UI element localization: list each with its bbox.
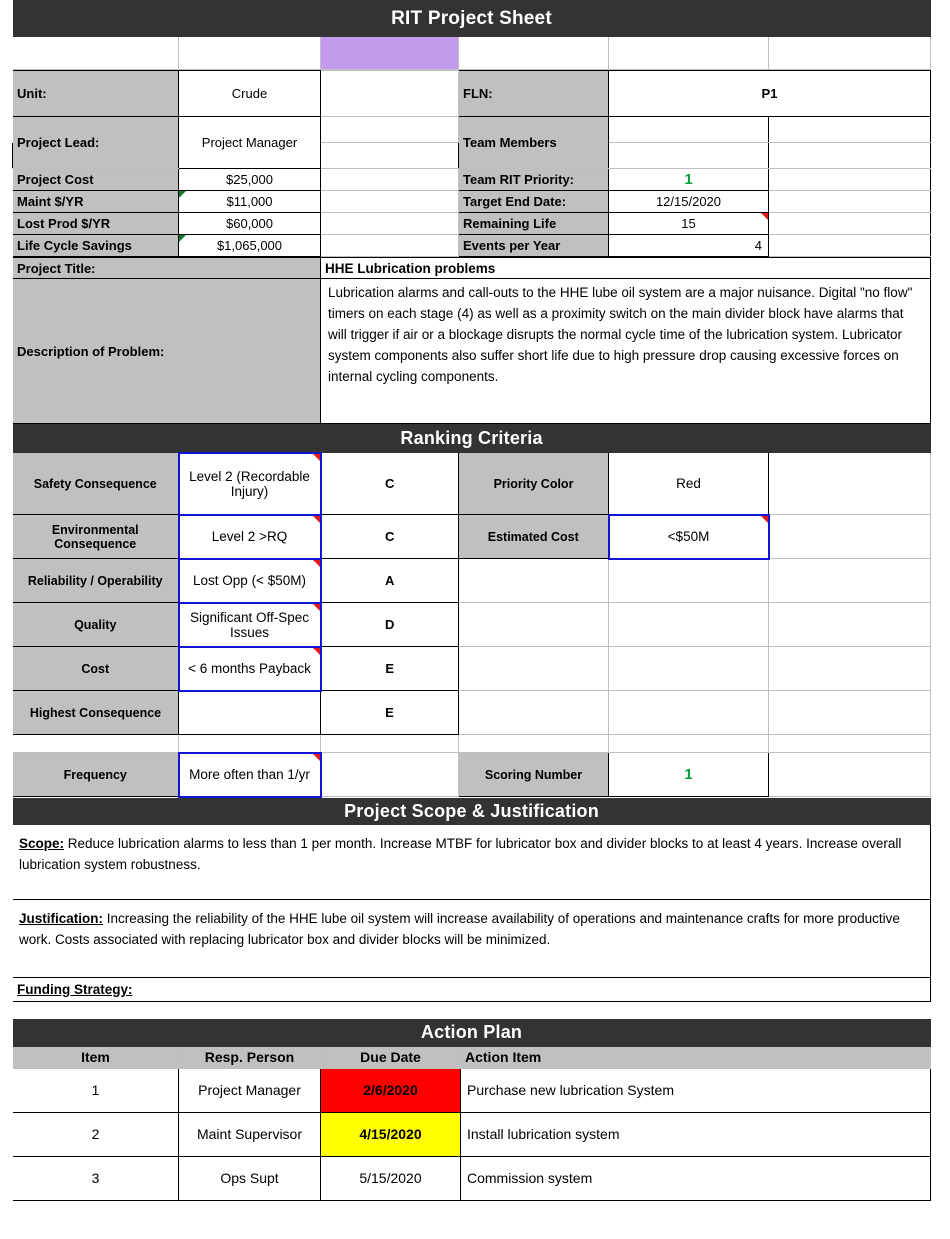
ranking-label-highest-consequence: Highest Consequence — [13, 691, 179, 735]
info-spacer-c4 — [321, 169, 459, 191]
info-blank-f4 — [769, 235, 931, 257]
gutter — [1, 798, 13, 824]
ranking-blank-e5 — [609, 647, 769, 691]
frequency-value[interactable] — [179, 753, 321, 797]
life-cycle-savings-label — [13, 235, 179, 257]
gutter — [1, 71, 13, 117]
info-blank-f1 — [769, 169, 931, 191]
ranking-value-safety-consequence[interactable] — [179, 453, 321, 515]
priority-color-label: Priority Color — [459, 453, 609, 515]
comment-marker-red-icon — [313, 560, 320, 567]
life-cycle-savings-text: Life Cycle Savings — [17, 238, 132, 253]
frequency-value-text: More often than 1/yr — [189, 767, 310, 782]
problem-description-table — [0, 257, 950, 424]
gutter — [931, 798, 950, 824]
description-label: Description of Problem: — [13, 279, 321, 424]
ranking-value-text: Lost Opp (< $50M) — [193, 573, 306, 588]
gutter — [1, 515, 13, 559]
gutter — [1, 235, 13, 257]
maint-value-text: $11,000 — [226, 194, 273, 209]
project-title-value[interactable]: HHE Lubrication problems — [321, 258, 931, 279]
gutter — [931, 117, 950, 143]
fln-label: FLN: — [459, 71, 609, 117]
comment-marker-red-icon — [761, 213, 768, 220]
events-per-year-value[interactable]: 4 — [609, 235, 769, 257]
ranking-blank-f1 — [769, 453, 931, 515]
ranking-grade-highest-consequence[interactable]: E — [321, 691, 459, 735]
gutter — [931, 691, 950, 735]
info-spacer-c7 — [321, 235, 459, 257]
action-plan-header-action-item: Action Item — [461, 1046, 931, 1068]
highlight-cell-purple[interactable] — [321, 37, 459, 70]
info-spacer-c5 — [321, 191, 459, 213]
action-plan-section-title: Action Plan — [13, 1019, 931, 1046]
remaining-life-label: Remaining Life — [459, 213, 609, 235]
ranking-blank-d5 — [459, 647, 609, 691]
lost-prod-label: Lost Prod $/YR — [13, 213, 179, 235]
action-row-due-date[interactable]: 4/15/2020 — [321, 1112, 461, 1156]
ranking-spacer-e — [609, 735, 769, 753]
gutter — [931, 235, 950, 257]
ranking-value-text: < 6 months Payback — [188, 661, 311, 676]
scope-bottom-spacer — [13, 1001, 931, 1018]
justification-label: Justification: — [19, 910, 104, 926]
action-row-item[interactable]: 3 — [13, 1156, 179, 1200]
ranking-spacer-d — [459, 735, 609, 753]
comment-marker-red-icon — [313, 648, 320, 655]
life-cycle-savings-value[interactable] — [179, 235, 321, 257]
ranking-value-text: Level 2 >RQ — [211, 529, 288, 544]
gutter — [1, 1001, 13, 1018]
gutter — [1, 258, 13, 279]
gutter — [1, 735, 13, 753]
gutter — [1, 559, 13, 603]
gutter — [931, 1112, 950, 1156]
ranking-blank-e4 — [609, 603, 769, 647]
table-row[interactable] — [1, 1156, 950, 1200]
action-plan-header-person: Resp. Person — [179, 1046, 321, 1068]
gutter — [931, 735, 950, 753]
unit-label: Unit: — [13, 71, 179, 117]
comment-marker-red-icon — [313, 754, 320, 761]
funding-strategy-label: Funding Strategy: — [17, 981, 133, 997]
table-row[interactable] — [1, 1112, 950, 1156]
project-cost-label: Project Cost — [13, 169, 179, 191]
scoring-number-value[interactable]: 1 — [609, 753, 769, 797]
ranking-value-highest-consequence[interactable] — [179, 691, 321, 735]
scope-section-title: Project Scope & Justification — [13, 798, 931, 824]
gutter — [1, 143, 13, 169]
fln-value[interactable]: P1 — [609, 71, 931, 117]
sheet-header-table — [0, 0, 950, 70]
ranking-blank-c7 — [321, 753, 459, 797]
info-blank-f3 — [769, 213, 931, 235]
project-info-table — [0, 70, 950, 257]
gutter — [931, 37, 950, 70]
ranking-blank-f6 — [769, 691, 931, 735]
project-lead-label: Project Lead: — [13, 117, 179, 169]
gutter — [931, 1019, 950, 1046]
scoring-number-label: Scoring Number — [459, 753, 609, 797]
ranking-grade-quality[interactable]: D — [321, 603, 459, 647]
scope-paragraph[interactable] — [13, 824, 931, 899]
gutter — [931, 1046, 950, 1068]
ranking-blank-f7 — [769, 753, 931, 797]
ranking-label-reliability-operability: Reliability / Operability — [13, 559, 179, 603]
action-row-action-item[interactable]: Purchase new lubrication System — [461, 1068, 931, 1112]
gutter — [1, 169, 13, 191]
ranking-blank-d6 — [459, 691, 609, 735]
gutter — [931, 453, 950, 515]
ranking-blank-e6 — [609, 691, 769, 735]
ranking-value-cost[interactable] — [179, 647, 321, 691]
gutter — [1, 425, 13, 453]
team-rit-priority-label: Team RIT Priority: — [459, 169, 609, 191]
ranking-grade-reliability-operability[interactable]: A — [321, 559, 459, 603]
action-row-action-item[interactable]: Commission system — [461, 1156, 931, 1200]
project-title-label: Project Title: — [13, 258, 321, 279]
spacer-cell-f — [769, 37, 931, 70]
action-row-person[interactable]: Maint Supervisor — [179, 1112, 321, 1156]
remaining-life-text: 15 — [681, 216, 696, 231]
gutter — [1, 899, 13, 977]
team-member-2[interactable] — [609, 143, 769, 169]
team-member-4[interactable] — [769, 143, 931, 169]
maint-value[interactable] — [179, 191, 321, 213]
action-plan-header-due-date: Due Date — [321, 1046, 461, 1068]
gutter — [931, 71, 950, 117]
gutter — [1, 37, 13, 70]
project-lead-value[interactable]: Project Manager — [179, 117, 321, 169]
ranking-value-quality[interactable] — [179, 603, 321, 647]
gutter — [1, 824, 13, 899]
gutter — [1, 1156, 13, 1200]
gutter — [1, 977, 13, 1001]
spacer-cell-b — [179, 37, 321, 70]
ranking-spacer-a — [13, 735, 179, 753]
ranking-label-environmental-consequence: Environmental Consequence — [13, 515, 179, 559]
gutter — [1, 279, 13, 424]
ranking-value-text: Significant Off-Spec Issues — [189, 609, 310, 640]
info-spacer-c1 — [321, 71, 459, 117]
maint-label: Maint $/YR — [13, 191, 179, 213]
lost-prod-value[interactable]: $60,000 — [179, 213, 321, 235]
team-members-label: Team Members — [459, 117, 609, 169]
gutter — [931, 169, 950, 191]
ranking-blank-e3 — [609, 559, 769, 603]
gutter — [1, 603, 13, 647]
info-spacer-c3 — [321, 143, 459, 169]
left-gutter — [1, 1, 13, 37]
gutter — [931, 977, 950, 1001]
ranking-label-cost: Cost — [13, 647, 179, 691]
gutter — [1, 191, 13, 213]
table-row[interactable] — [1, 1068, 950, 1112]
gutter — [1, 1046, 13, 1068]
action-row-item[interactable]: 2 — [13, 1112, 179, 1156]
action-plan-table — [0, 1019, 950, 1201]
ranking-spacer-b — [179, 735, 321, 753]
gutter — [1, 753, 13, 797]
ranking-section-title: Ranking Criteria — [13, 425, 931, 453]
right-gutter — [931, 1, 950, 37]
ranking-blank-d3 — [459, 559, 609, 603]
gutter — [1, 1112, 13, 1156]
gutter — [931, 753, 950, 797]
team-member-3[interactable] — [769, 117, 931, 143]
gutter — [931, 647, 950, 691]
comment-marker-red-icon — [313, 454, 320, 461]
ranking-blank-f4 — [769, 603, 931, 647]
spacer-cell-d — [459, 37, 609, 70]
project-cost-value[interactable]: $25,000 — [179, 169, 321, 191]
spacer-cell-e — [609, 37, 769, 70]
team-rit-priority-value[interactable]: 1 — [609, 169, 769, 191]
action-row-due-date[interactable]: 2/6/2020 — [321, 1068, 461, 1112]
comment-marker-red-icon — [313, 604, 320, 611]
ranking-grade-cost[interactable]: E — [321, 647, 459, 691]
gutter — [931, 143, 950, 169]
gutter — [931, 213, 950, 235]
info-spacer-c6 — [321, 213, 459, 235]
ranking-value-environmental-consequence[interactable] — [179, 515, 321, 559]
target-end-date-label: Target End Date: — [459, 191, 609, 213]
ranking-spacer-c — [321, 735, 459, 753]
frequency-label: Frequency — [13, 753, 179, 797]
description-value[interactable]: Lubrication alarms and call-outs to the HHE lube oil system are a major nuisance. Digital "no flow" timers on each stage (4) as well as a proximity switch on the main divider block have alarms that will trigger if air or a blockage disrupts the normal cycle time of the lubrication system. Lubricator system components also suffer short life due to high pressure drop causing excessive forces on internal cycling components. — [321, 279, 931, 424]
estimated-cost-value[interactable] — [609, 515, 769, 559]
ranking-value-text: Level 2 (Recordable Injury) — [189, 468, 310, 499]
ranking-spacer-f — [769, 735, 931, 753]
comment-marker-green-icon — [179, 235, 186, 242]
gutter — [931, 824, 950, 899]
action-row-due-date[interactable]: 5/15/2020 — [321, 1156, 461, 1200]
estimated-cost-text: <$50M — [667, 529, 710, 544]
scope-justification-table — [0, 798, 950, 1019]
gutter — [931, 603, 950, 647]
estimated-cost-label: Estimated Cost — [459, 515, 609, 559]
action-row-person[interactable]: Project Manager — [179, 1068, 321, 1112]
ranking-criteria-table — [0, 424, 950, 798]
remaining-life-value[interactable] — [609, 213, 769, 235]
gutter — [1, 691, 13, 735]
team-member-1[interactable] — [609, 117, 769, 143]
gutter — [931, 1068, 950, 1112]
gutter — [931, 425, 950, 453]
scope-label: Scope: — [19, 835, 65, 851]
ranking-value-reliability-operability[interactable] — [179, 559, 321, 603]
gutter — [931, 899, 950, 977]
gutter — [1, 647, 13, 691]
comment-marker-red-icon — [313, 516, 320, 523]
ranking-grade-safety-consequence[interactable]: C — [321, 453, 459, 515]
life-cycle-value-text: $1,065,000 — [216, 238, 283, 253]
gutter — [931, 559, 950, 603]
ranking-blank-d4 — [459, 603, 609, 647]
priority-color-value[interactable]: Red — [609, 453, 769, 515]
info-blank-f2 — [769, 191, 931, 213]
ranking-blank-f5 — [769, 647, 931, 691]
events-per-year-label: Events per Year — [459, 235, 609, 257]
spacer-cell-a — [13, 37, 179, 70]
comment-marker-green-icon — [179, 191, 186, 198]
justification-text: Increasing the reliability of the HHE lube oil system will increase availability of operations and maintenance crafts for more productive work. Costs associated with replacing lubricator box and divider blocks will be minimized. — [19, 910, 900, 947]
action-plan-header-item: Item — [13, 1046, 179, 1068]
gutter — [931, 1001, 950, 1018]
action-row-person[interactable]: Ops Supt — [179, 1156, 321, 1200]
gutter — [1, 213, 13, 235]
gutter — [1, 453, 13, 515]
ranking-blank-f2 — [769, 515, 931, 559]
target-end-date-value[interactable]: 12/15/2020 — [609, 191, 769, 213]
info-spacer-c2 — [321, 117, 459, 143]
ranking-label-quality: Quality — [13, 603, 179, 647]
ranking-grade-environmental-consequence[interactable]: C — [321, 515, 459, 559]
ranking-blank-f3 — [769, 559, 931, 603]
funding-strategy-row[interactable] — [13, 977, 931, 1001]
ranking-label-safety-consequence: Safety Consequence — [13, 453, 179, 515]
scope-text: Reduce lubrication alarms to less than 1 per month. Increase MTBF for lubricator box and divider blocks to at least 4 years. Increase overall lubrication system robustness. — [19, 835, 902, 872]
unit-value[interactable]: Crude — [179, 71, 321, 117]
gutter — [931, 279, 950, 424]
gutter — [1, 1068, 13, 1112]
comment-marker-red-icon — [761, 516, 768, 523]
action-row-item[interactable]: 1 — [13, 1068, 179, 1112]
gutter — [931, 1156, 950, 1200]
action-row-action-item[interactable]: Install lubrication system — [461, 1112, 931, 1156]
gutter — [931, 258, 950, 279]
gutter — [931, 515, 950, 559]
page-title: RIT Project Sheet — [13, 1, 931, 37]
gutter — [931, 191, 950, 213]
justification-paragraph[interactable] — [13, 899, 931, 977]
gutter — [1, 117, 13, 143]
gutter — [1, 1019, 13, 1046]
